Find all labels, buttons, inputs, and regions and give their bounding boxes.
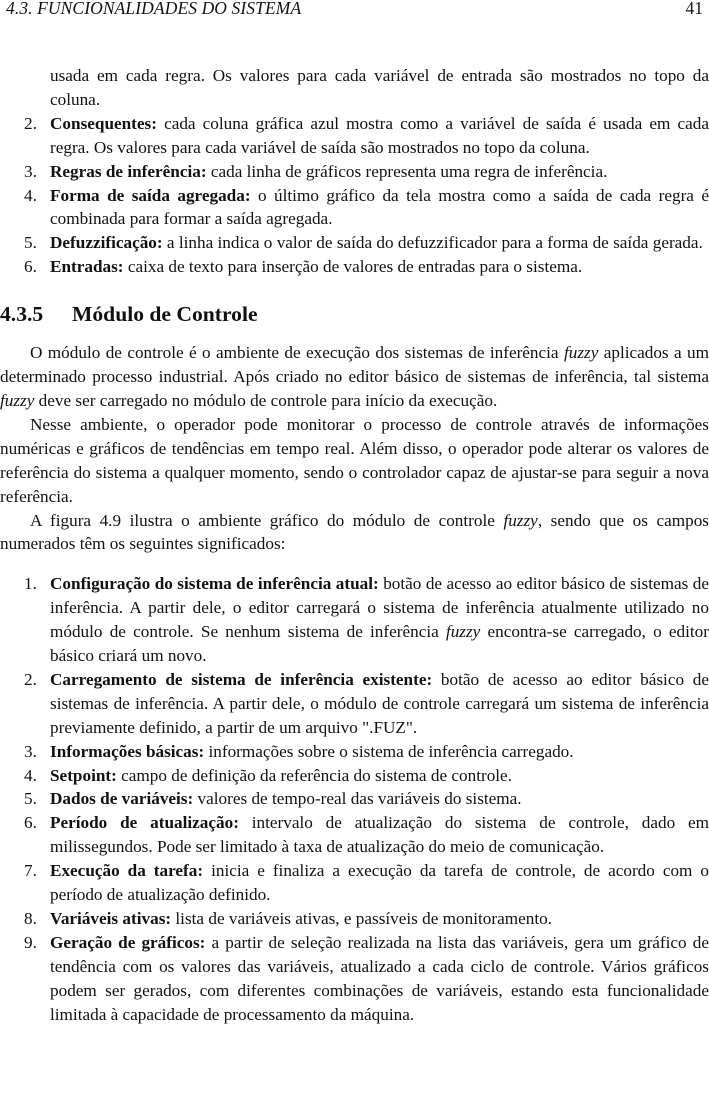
- list-item-text: cada coluna gráfica azul mostra como a variável de saída é usada em cada regra. Os valores para cada variável de saída são mostrados no topo da coluna.: [50, 113, 709, 157]
- list-item: [0, 907, 709, 931]
- list-item-number: 6.: [24, 257, 37, 277]
- list-item-text: campo de definição da referência do sistema de controle.: [116, 765, 512, 785]
- list-item-number: 6.: [24, 813, 37, 833]
- page-number: 41: [685, 0, 703, 18]
- list-item: [0, 764, 709, 788]
- list-item-term: Setpoint:: [50, 765, 117, 785]
- list-item-term: Carregamento de sistema de inferência existente:: [50, 669, 433, 689]
- body-paragraph: [0, 509, 709, 557]
- paragraph-text: O módulo de controle é o ambiente de execução dos sistemas de inferência: [30, 343, 564, 363]
- running-header-title: 4.3. FUNCIONALIDADES DO SISTEMA: [6, 0, 302, 18]
- page-body: [0, 64, 709, 1027]
- list-item-term: Configuração do sistema de inferência atual:: [50, 574, 379, 594]
- italic-term: fuzzy: [0, 390, 35, 410]
- list-item-term: Execução da tarefa:: [50, 861, 204, 881]
- list-item-number: 3.: [24, 161, 37, 181]
- list-item-term: Defuzzificação:: [50, 233, 163, 253]
- list-item-text: o último gráfico da tela mostra como a saída de cada regra é combinada para formar a saída agregada.: [50, 185, 709, 229]
- list-item-term: Informações básicas:: [50, 741, 205, 761]
- control-module-fields-list: [0, 572, 709, 1026]
- list-item-number: 7.: [24, 861, 37, 881]
- list-item-text: botão de acesso ao editor básico de sistemas de inferência. A partir dele, o editor carregará o sistema de inferência atualmente utilizado no módulo de controle. Se nenhum sistema de inferência: [50, 574, 709, 642]
- list-item-text: informações sobre o sistema de inferência carregado.: [204, 741, 574, 761]
- list-item: [0, 668, 709, 740]
- list-item: [0, 184, 709, 232]
- list-item-number: 4.: [24, 765, 37, 785]
- running-header: [6, 0, 703, 19]
- list-item: [0, 231, 709, 255]
- list-item-term: Regras de inferência:: [50, 161, 207, 181]
- section-number: 4.3.5: [0, 302, 44, 327]
- body-paragraph: Nesse ambiente, o operador pode monitorar o processo de controle através de informações numéricas e gráficos de tendências em tempo real. Além disso, o operador pode alterar os valores de referência do sistema a qualquer momento, sendo o controlador capaz de ajustar-se para seguir a nova referência.: [0, 414, 709, 506]
- list-item-text: intervalo de atualização do sistema de controle, dado em milissegundos. Pode ser limitado à taxa de atualização do meio de comunicação.: [50, 813, 709, 857]
- list-item-term: Consequentes:: [50, 113, 157, 133]
- list-item-text: lista de variáveis ativas, e passíveis de monitoramento.: [171, 909, 552, 928]
- list-item: [0, 112, 709, 160]
- italic-term: fuzzy: [445, 622, 481, 642]
- list-item-term: Entradas:: [50, 257, 124, 277]
- list-item: [0, 572, 709, 668]
- list-item-text: a partir de seleção realizada na lista das variáveis, gera um gráfico de tendência com os valores das variáveis, atualizado a cada ciclo de controle. Vários gráficos podem ser gerados, com diferentes combinações de variáveis, estando esta funcionalidade limitada à capacidade de processamento da máquina.: [50, 932, 709, 1024]
- paragraph-text: A figura 4.9 ilustra o ambiente gráfico do módulo de controle: [30, 510, 504, 530]
- list-item: [0, 859, 709, 907]
- list-item-term: Dados de variáveis:: [50, 789, 194, 809]
- list-item: [0, 931, 709, 1027]
- paragraph-text: , sendo que os campos numerados têm os seguintes significados:: [0, 510, 709, 554]
- list-item-number: 2.: [24, 113, 37, 133]
- list-item-number: 3.: [24, 741, 37, 761]
- list-item-text: caixa de texto para inserção de valores de entradas para o sistema.: [123, 257, 583, 277]
- list-item: [0, 160, 709, 184]
- list-item-number: 4.: [24, 185, 37, 205]
- list-item: [0, 787, 709, 811]
- list-item-text: a linha indica o valor de saída do defuzzificador para a forma de saída gerada.: [162, 233, 703, 253]
- paragraph-text: deve ser carregado no módulo de controle para início da execução.: [34, 390, 498, 410]
- body-paragraph: [0, 341, 709, 413]
- section-title: Módulo de Controle: [72, 302, 258, 327]
- list-item-text: valores de tempo-real das variáveis do sistema.: [193, 789, 522, 809]
- list-item-number: 2.: [24, 669, 37, 689]
- italic-term: fuzzy: [503, 510, 538, 530]
- list-item-number: 8.: [24, 909, 37, 928]
- list-item-term: Geração de gráficos:: [50, 932, 206, 952]
- list-item: [0, 740, 709, 764]
- list-item-text: encontra-se carregado, o editor básico criará um novo.: [50, 622, 709, 666]
- list-item-text: cada linha de gráficos representa uma regra de inferência.: [206, 161, 608, 181]
- section-heading: [0, 301, 709, 327]
- list-item-term: Período de atualização:: [50, 813, 239, 833]
- paragraph-spacer: [0, 556, 709, 572]
- list-item-text: botão de acesso ao editor básico de sistemas de inferência. A partir dele, o módulo de controle carregará um sistema de inferência previamente definido, a partir de um arquivo ".FUZ".: [50, 669, 709, 737]
- list-item: [0, 255, 709, 279]
- list-item-number: 5.: [24, 789, 37, 809]
- paragraph-text: aplicados a um determinado processo industrial. Após criado no editor básico de sistemas de inferência, tal sistema: [0, 343, 709, 387]
- list-item-number: 5.: [24, 233, 37, 253]
- list-item: [0, 811, 709, 859]
- list-item-number: 9.: [24, 932, 37, 952]
- italic-term: fuzzy: [563, 343, 599, 363]
- list-item-term: Variáveis ativas:: [50, 909, 172, 928]
- list-item-term: Forma de saída agregada:: [50, 185, 251, 205]
- list-item-continuation: usada em cada regra. Os valores para cada variável de entrada são mostrados no topo da coluna.: [50, 66, 709, 109]
- list-item-number: 1.: [24, 574, 37, 594]
- list-item-text: inicia e finaliza a execução da tarefa de controle, de acordo com o período de atualização definido.: [50, 861, 709, 905]
- inference-display-list: [0, 112, 709, 279]
